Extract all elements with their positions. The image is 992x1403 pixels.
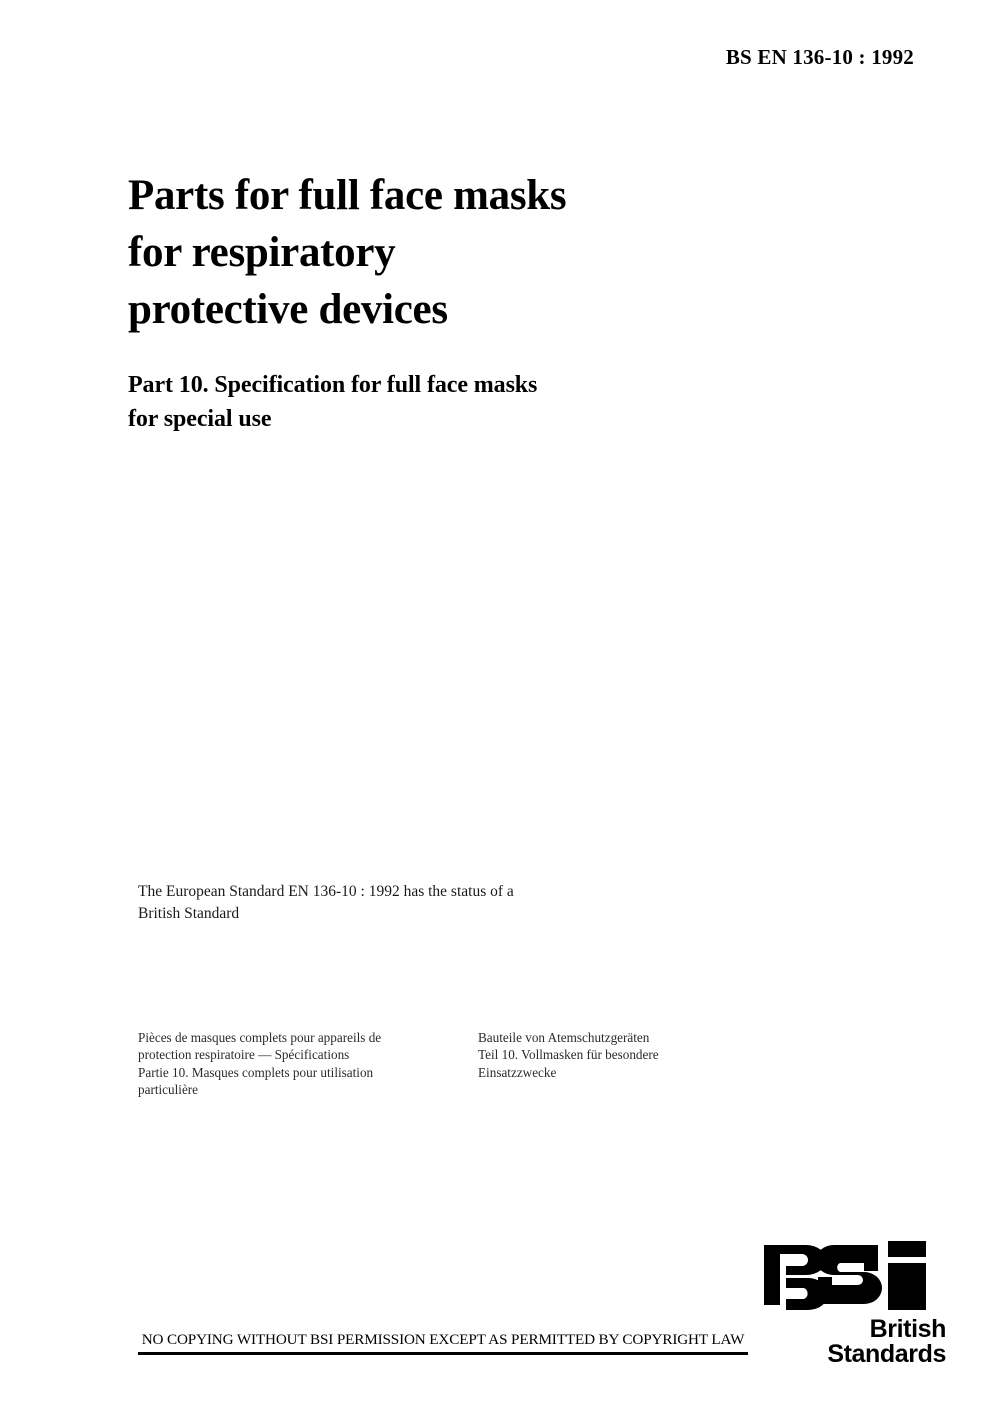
bsi-logo-wordmark: British Standards (827, 1315, 946, 1368)
translated-title-german-line-2: Teil 10. Vollmasken für besondere (478, 1047, 659, 1063)
page-title (128, 168, 768, 338)
title-block (128, 168, 768, 436)
copyright-notice: NO COPYING WITHOUT BSI PERMISSION EXCEPT AS PERMITTED BY COPYRIGHT LAW (141, 1331, 745, 1348)
translated-title-german-line-1: Bauteile von Atemschutzgeräten (478, 1030, 650, 1045)
bsi-logo (756, 1241, 946, 1367)
translated-title-french (138, 1029, 438, 1099)
translated-title-french-line-2: protection respiratoire — Spécifications (138, 1047, 350, 1063)
status-note (138, 881, 698, 925)
translated-titles (138, 1029, 818, 1099)
standard-reference-line-1: BS EN (725, 45, 787, 69)
translated-title-german-line-3: Einsatzzwecke (478, 1064, 557, 1080)
status-note-line-1: The European Standard EN 136-10 : 1992 has the status of a (138, 883, 514, 900)
standard-reference (726, 44, 914, 72)
translated-title-german (478, 1029, 768, 1099)
page-title-line-3: protective devices (128, 285, 448, 333)
standard-reference-line-2: 136-10 : 1992 (792, 45, 914, 69)
footer-divider (138, 1352, 748, 1355)
footer (138, 1331, 748, 1355)
status-note-line-2: British Standard (138, 905, 240, 922)
page-subtitle-line-1: Part 10. Specification for full face masks (128, 372, 538, 399)
bsi-logo-icon (760, 1241, 946, 1315)
page-subtitle (128, 368, 768, 436)
translated-title-french-line-1: Pièces de masques complets pour appareils de (138, 1030, 382, 1045)
page-title-line-1: Parts for full face masks (128, 172, 567, 219)
page-title-line-2: for respiratory (128, 228, 396, 276)
translated-title-french-line-4: particulière (138, 1082, 199, 1098)
translated-title-french-line-3: Partie 10. Masques complets pour utilisation (138, 1064, 374, 1080)
page-subtitle-line-2: for special use (128, 406, 272, 433)
